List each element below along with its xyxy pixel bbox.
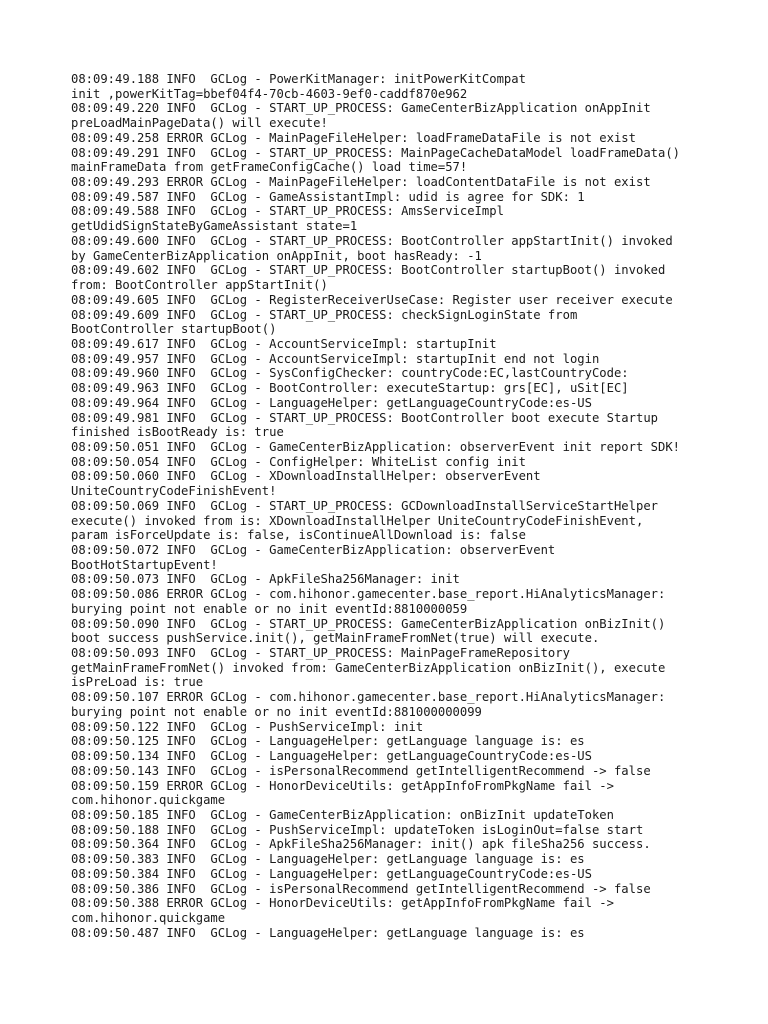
log-text-block (71, 72, 761, 940)
log-line: burying point not enable or no init eventId:8810000059 (71, 601, 468, 616)
log-line: 08:09:49.605 INFO GCLog - RegisterReceiverUseCase: Register user receiver execute (71, 292, 673, 307)
log-line: 08:09:50.086 ERROR GCLog - com.hihonor.gamecenter.base_report.HiAnalyticsManager: (71, 587, 666, 602)
log-line: 08:09:49.258 ERROR GCLog - MainPageFileHelper: loadFrameDataFile is not exist (71, 130, 636, 145)
log-line: 08:09:50.060 INFO GCLog - XDownloadInstallHelper: observerEvent (71, 469, 541, 484)
log-line: 08:09:50.122 INFO GCLog - PushServiceImpl: init (71, 719, 424, 734)
log-line: 08:09:50.051 INFO GCLog - GameCenterBizApplication: observerEvent init report SDK! (71, 439, 681, 454)
log-line: 08:09:49.602 INFO GCLog - START_UP_PROCESS: BootController startupBoot() invoked (71, 263, 666, 278)
log-line: 08:09:50.487 INFO GCLog - LanguageHelper: getLanguage language is: es (71, 925, 585, 940)
log-line: 08:09:49.964 INFO GCLog - LanguageHelper: getLanguageCountryCode:es-US (71, 395, 592, 410)
log-line: 08:09:49.220 INFO GCLog - START_UP_PROCESS: GameCenterBizApplication onAppInit (71, 101, 651, 116)
log-line: 08:09:50.073 INFO GCLog - ApkFileSha256Manager: init (71, 572, 460, 587)
log-line: 08:09:50.159 ERROR GCLog - HonorDeviceUtils: getAppInfoFromPkgName fail -> (71, 778, 614, 793)
log-line: 08:09:50.384 INFO GCLog - LanguageHelper: getLanguageCountryCode:es-US (71, 866, 592, 881)
log-line: 08:09:50.054 INFO GCLog - ConfigHelper: WhiteList config init (71, 454, 526, 469)
log-line: 08:09:49.960 INFO GCLog - SysConfigChecker: countryCode:EC,lastCountryCode: (71, 366, 629, 381)
log-line: from: BootController appStartInit() (71, 278, 328, 293)
log-line: mainFrameData from getFrameConfigCache() load time=57! (71, 160, 468, 175)
log-line: preLoadMainPageData() will execute! (71, 116, 328, 131)
log-line: 08:09:50.093 INFO GCLog - START_UP_PROCESS: MainPageFrameRepository (71, 646, 570, 661)
log-line: getUdidSignStateByGameAssistant state=1 (71, 219, 358, 234)
log-line: execute() invoked from is: XDownloadInstallHelper UniteCountryCodeFinishEvent, (71, 513, 644, 528)
log-line: 08:09:49.188 INFO GCLog - PowerKitManager: initPowerKitCompat (71, 72, 526, 86)
log-line: 08:09:50.134 INFO GCLog - LanguageHelper: getLanguageCountryCode:es-US (71, 749, 592, 764)
log-line: 08:09:49.617 INFO GCLog - AccountServiceImpl: startupInit (71, 336, 497, 351)
log-line: finished isBootReady is: true (71, 425, 284, 440)
log-line: 08:09:49.609 INFO GCLog - START_UP_PROCESS: checkSignLoginState from (71, 307, 578, 322)
log-line: 08:09:50.143 INFO GCLog - isPersonalRecommend getIntelligentRecommend -> false (71, 763, 651, 778)
log-line: burying point not enable or no init eventId:881000000099 (71, 704, 482, 719)
log-line: 08:09:50.125 INFO GCLog - LanguageHelper: getLanguage language is: es (71, 734, 585, 749)
log-line: 08:09:49.291 INFO GCLog - START_UP_PROCESS: MainPageCacheDataModel loadFrameData() (71, 145, 681, 160)
log-line: BootHotStartupEvent! (71, 557, 218, 572)
log-line: 08:09:50.364 INFO GCLog - ApkFileSha256Manager: init() apk fileSha256 success. (71, 837, 651, 852)
log-line: UniteCountryCodeFinishEvent! (71, 484, 277, 499)
log-line: 08:09:50.072 INFO GCLog - GameCenterBizApplication: observerEvent (71, 543, 556, 557)
log-line: 08:09:50.188 INFO GCLog - PushServiceImpl: updateToken isLoginOut=false start (71, 822, 644, 837)
log-line: com.hihonor.quickgame (71, 910, 226, 925)
log-line: 08:09:49.963 INFO GCLog - BootController: executeStartup: grs[EC], uSit[EC] (71, 381, 629, 396)
log-line: 08:09:49.293 ERROR GCLog - MainPageFileHelper: loadContentDataFile is not exist (71, 175, 651, 190)
log-line: 08:09:49.981 INFO GCLog - START_UP_PROCESS: BootController boot execute Startup (71, 410, 658, 425)
log-line: com.hihonor.quickgame (71, 793, 226, 808)
log-line: 08:09:50.386 INFO GCLog - isPersonalRecommend getIntelligentRecommend -> false (71, 881, 651, 896)
log-line: init ,powerKitTag=bbef04f4-70cb-4603-9ef0-caddf870e962 (71, 86, 468, 101)
log-line: isPreLoad is: true (71, 675, 204, 690)
log-line: 08:09:50.090 INFO GCLog - START_UP_PROCESS: GameCenterBizApplication onBizInit() (71, 616, 666, 631)
log-line: 08:09:49.600 INFO GCLog - START_UP_PROCESS: BootController appStartInit() invoked (71, 233, 673, 248)
log-line: 08:09:49.957 INFO GCLog - AccountServiceImpl: startupInit end not login (71, 351, 600, 366)
log-line: BootController startupBoot() (71, 322, 277, 337)
log-line: 08:09:50.388 ERROR GCLog - HonorDeviceUtils: getAppInfoFromPkgName fail -> (71, 896, 614, 911)
log-line: 08:09:50.383 INFO GCLog - LanguageHelper: getLanguage language is: es (71, 852, 585, 867)
log-line: 08:09:50.185 INFO GCLog - GameCenterBizApplication: onBizInit updateToken (71, 807, 614, 822)
log-line: by GameCenterBizApplication onAppInit, boot hasReady: -1 (71, 248, 482, 263)
log-line: getMainFrameFromNet() invoked from: GameCenterBizApplication onBizInit(), execute (71, 660, 666, 675)
log-line: 08:09:50.069 INFO GCLog - START_UP_PROCESS: GCDownloadInstallServiceStartHelper (71, 498, 658, 513)
log-line: param isForceUpdate is: false, isContinueAllDownload is: false (71, 528, 526, 543)
log-line: 08:09:50.107 ERROR GCLog - com.hihonor.gamecenter.base_report.HiAnalyticsManager: (71, 690, 666, 705)
log-line: boot success pushService.init(), getMainFrameFromNet(true) will execute. (71, 631, 600, 646)
log-line: 08:09:49.588 INFO GCLog - START_UP_PROCESS: AmsServiceImpl (71, 204, 504, 219)
log-line: 08:09:49.587 INFO GCLog - GameAssistantImpl: udid is agree for SDK: 1 (71, 189, 585, 204)
